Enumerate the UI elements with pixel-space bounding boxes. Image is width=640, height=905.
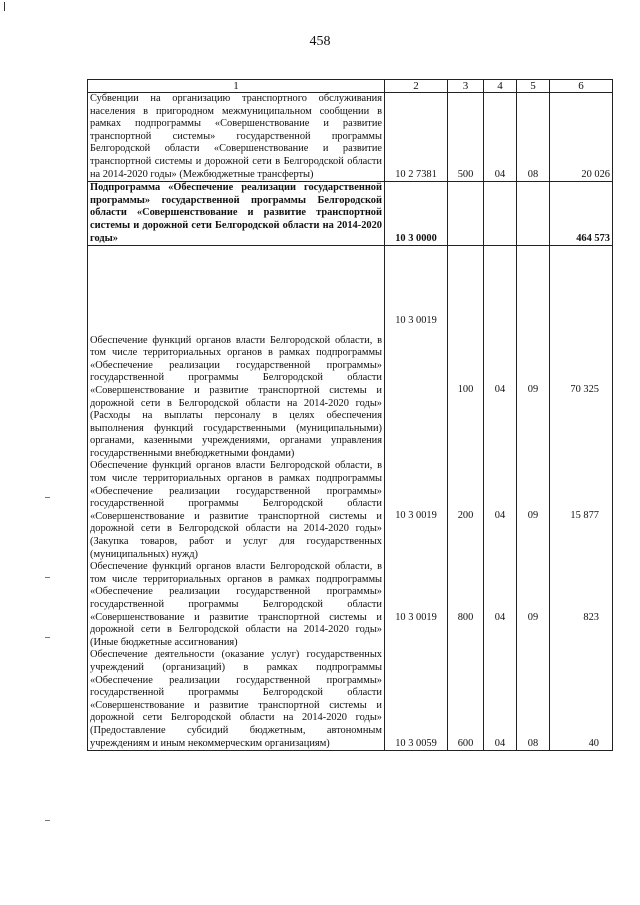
item-col4: 04 bbox=[494, 611, 506, 623]
header-col-6: 6 bbox=[550, 80, 613, 93]
row-col4: 04 bbox=[484, 93, 517, 182]
margin-mark bbox=[45, 637, 50, 638]
item-description: Обеспечение функций органов власти Белгородской области, в том числе территориальных органов в рамках подпрограммы «Обеспечение реализации государственной программы» государственной программы Белгородской области «Совершенствование и развитие транспортной системы и дорожной сети в Белгородской области на 2014-2020 годы» (Иные бюджетные ассигнования) bbox=[90, 561, 382, 648]
item-col3: 800 bbox=[457, 611, 474, 623]
table-row bbox=[88, 93, 613, 182]
row-col5 bbox=[517, 182, 550, 246]
corner-mark bbox=[4, 2, 5, 11]
item-col4: 04 bbox=[494, 737, 506, 749]
item-col4: 04 bbox=[494, 383, 506, 395]
item-code: 10 3 0019 bbox=[395, 315, 437, 327]
header-col-2: 2 bbox=[385, 80, 448, 93]
item-code: 10 3 0059 bbox=[395, 737, 437, 749]
item-col5: 09 bbox=[527, 509, 539, 521]
item-description: Обеспечение функций органов власти Белгородской области, в том числе территориальных органов в рамках подпрограммы «Обеспечение реализации государственной программы» государственной программы Белгородской области «Совершенствование и развитие транспортной системы и дорожной сети в Белгородской области на 2014-2020 годы» (Закупка товаров, работ и услуг для государственных (муниципальных) нужд) bbox=[90, 460, 382, 560]
row-col3 bbox=[448, 246, 484, 751]
row-col4 bbox=[484, 246, 517, 751]
row-description: Подпрограмма «Обеспечение реализации государственной программы» государственной программы Белгородской области «Совершенствование и развитие транспортной системы и дорожной сети Белгородской области на 2014-2020 годы» bbox=[88, 182, 385, 246]
row-code: 10 3 0000 bbox=[385, 182, 448, 246]
item-col5: 09 bbox=[527, 611, 539, 623]
row-description: Субвенции на организацию транспортного обслуживания населения в пригородном межмуниципальном сообщении в рамках подпрограммы «Совершенствование и развитие транспортной системы» государственной программы Белгородской области «Совершенствование и развитие транспортной системы и дорожной сети в Белгородской области на 2014-2020 годы» (Межбюджетные трансферты) bbox=[88, 93, 385, 182]
row-col3: 500 bbox=[448, 93, 484, 182]
item-col5: 08 bbox=[527, 737, 539, 749]
item-col3: 600 bbox=[457, 737, 474, 749]
item-amount: 70 325 bbox=[570, 383, 599, 395]
margin-mark bbox=[45, 577, 50, 578]
margin-mark bbox=[45, 497, 50, 498]
row-col5: 08 bbox=[517, 93, 550, 182]
row-col4 bbox=[484, 182, 517, 246]
row-description bbox=[88, 246, 385, 751]
item-col3: 100 bbox=[457, 383, 474, 395]
item-col4: 04 bbox=[494, 509, 506, 521]
budget-table bbox=[87, 79, 613, 751]
row-amount bbox=[550, 246, 613, 751]
item-col5: 09 bbox=[527, 383, 539, 395]
row-amount: 20 026 bbox=[550, 93, 613, 182]
item-description: Обеспечение деятельности (оказание услуг) государственных учреждений (организаций) в рамках подпрограммы «Обеспечение реализации государственной программы» государственной программы Белгородской области «Совершенствование и развитие транспортной системы и дорожной сети Белгородской области на 2014-2020 годы» (Предоставление субсидий бюджетным, автономным учреждениям и иным некоммерческим организациям) bbox=[90, 649, 382, 749]
item-amount: 40 bbox=[588, 737, 599, 749]
item-amount: 15 877 bbox=[570, 509, 599, 521]
table-header-row bbox=[88, 80, 613, 93]
page-number: 458 bbox=[309, 34, 331, 49]
item-col3: 200 bbox=[457, 509, 474, 521]
header-col-5: 5 bbox=[517, 80, 550, 93]
header-col-3: 3 bbox=[448, 80, 484, 93]
item-code: 10 3 0019 bbox=[395, 611, 437, 623]
header-col-4: 4 bbox=[484, 80, 517, 93]
header-col-1: 1 bbox=[88, 80, 385, 93]
table-row bbox=[88, 246, 613, 751]
row-col5 bbox=[517, 246, 550, 751]
item-amount: 823 bbox=[583, 611, 599, 623]
row-code bbox=[385, 246, 448, 751]
item-code: 10 3 0019 bbox=[395, 509, 437, 521]
row-amount: 464 573 bbox=[550, 182, 613, 246]
margin-mark bbox=[45, 820, 50, 821]
table-row-subprogram bbox=[88, 182, 613, 246]
item-description: Обеспечение функций органов власти Белгородской области, в том числе территориальных органов в рамках подпрограммы «Обеспечение реализации государственной программы» государственной программы Белгородской области «Совершенствование и развитие транспортной системы и дорожной сети в Белгородской области на 2014-2020 годы» (Расходы на выплаты персоналу в целях обеспечения выполнения функций государственными (муниципальными) органами, казенными учреждениями, органами управления государственными внебюджетными фондами) bbox=[90, 334, 382, 459]
row-code: 10 2 7381 bbox=[385, 93, 448, 182]
row-col3 bbox=[448, 182, 484, 246]
